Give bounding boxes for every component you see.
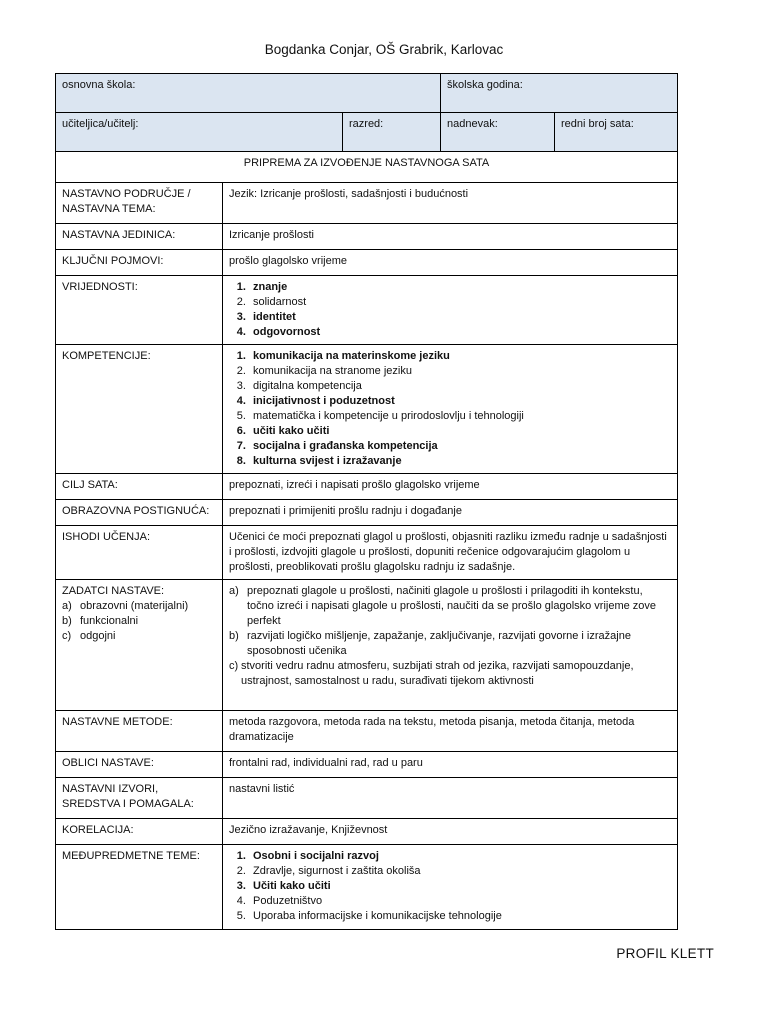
row-ishodi (56, 526, 678, 580)
row-kompetencije (56, 345, 678, 474)
row-cilj (56, 474, 678, 500)
tasks-types-list (62, 599, 216, 644)
row-label: OBLICI NASTAVE: (56, 752, 223, 778)
list-item: 4. odgovornost (249, 325, 671, 340)
row-label: VRIJEDNOSTI: (56, 276, 223, 345)
list-item: c) odgojni (62, 630, 116, 642)
list-item: b) razvijati logičko mišljenje, zapažanje, zaključivanje, razvijati govorne i izražajne sposobnosti učenika (229, 630, 631, 657)
list-item: 3. identitet (249, 310, 671, 325)
school-cell: osnovna škola: (56, 74, 441, 113)
header-row-teacher (56, 113, 678, 152)
list-item: 4. Poduzetništvo (249, 894, 671, 909)
row-value: frontalni rad, individualni rad, rad u paru (223, 752, 678, 778)
lesson-number-cell: redni broj sata: (555, 113, 678, 152)
row-value: Jezik: Izricanje prošlosti, sadašnjosti i budućnosti (223, 183, 678, 224)
row-value (223, 845, 678, 930)
row-label: NASTAVNA JEDINICA: (56, 224, 223, 250)
row-pojmovi (56, 250, 678, 276)
row-value (223, 580, 678, 711)
list-item: 5. matematička i kompetencije u prirodoslovlju i tehnologiji (249, 409, 671, 424)
row-label: NASTAVNI IZVORI, SREDSTVA I POMAGALA: (56, 778, 223, 819)
row-label: MEĐUPREDMETNE TEME: (56, 845, 223, 930)
row-value: prepoznati, izreći i napisati prošlo glagolsko vrijeme (223, 474, 678, 500)
section-title: PRIPREMA ZA IZVOĐENJE NASTAVNOGA SATA (56, 152, 678, 183)
row-postignuca (56, 500, 678, 526)
list-item: 1. komunikacija na materinskome jeziku (249, 349, 671, 364)
row-label: NASTAVNE METODE: (56, 711, 223, 752)
list-item: 7. socijalna i građanska kompetencija (249, 439, 671, 454)
section-title-row (56, 152, 678, 183)
row-label: KORELACIJA: (56, 819, 223, 845)
teacher-cell: učiteljica/učitelj: (56, 113, 343, 152)
tasks-label: ZADATCI NASTAVE: (62, 585, 165, 597)
row-label: NASTAVNO PODRUČJE / NASTAVNA TEMA: (56, 183, 223, 224)
row-jedinica (56, 224, 678, 250)
row-vrijednosti (56, 276, 678, 345)
values-list (229, 280, 671, 340)
list-item: 1. Osobni i socijalni razvoj (249, 849, 671, 864)
row-label: KLJUČNI POJMOVI: (56, 250, 223, 276)
list-item: c) stvoriti vedru radnu atmosferu, suzbijati strah od jezika, razvijati samopouzdanje, ustrajnost, samostalnost u radu, surađivati tijekom aktivnosti (229, 660, 634, 687)
tasks-list (229, 584, 671, 689)
row-value: prošlo glagolsko vrijeme (223, 250, 678, 276)
lesson-plan-table (55, 73, 678, 930)
row-label: OBRAZOVNA POSTIGNUĆA: (56, 500, 223, 526)
row-value: Jezično izražavanje, Književnost (223, 819, 678, 845)
list-item: a) prepoznati glagole u prošlosti, načiniti glagole u prošlosti i prilagoditi ih kontekstu, točno izreći i napisati glagole u prošlosti, naučiti da se prošlo glagolsko vrijeme zove perfekt (229, 585, 657, 627)
list-item: 4. inicijativnost i poduzetnost (249, 394, 671, 409)
row-metode (56, 711, 678, 752)
date-cell: nadnevak: (441, 113, 555, 152)
row-value: prepoznati i primijeniti prošlu radnju i događanje (223, 500, 678, 526)
list-item: 3. digitalna kompetencija (249, 379, 671, 394)
row-value (223, 345, 678, 474)
row-zadatci (56, 580, 678, 711)
list-item: 6. učiti kako učiti (249, 424, 671, 439)
row-label (56, 580, 223, 711)
list-item: b) funkcionalni (62, 615, 139, 627)
grade-cell: razred: (343, 113, 441, 152)
row-label: ISHODI UČENJA: (56, 526, 223, 580)
row-value: nastavni listić (223, 778, 678, 819)
row-oblici (56, 752, 678, 778)
cross-curricular-list (229, 849, 671, 924)
row-value (223, 276, 678, 345)
row-value: Izricanje prošlosti (223, 224, 678, 250)
list-item: 1. znanje (249, 280, 671, 295)
list-item: 2. komunikacija na stranome jeziku (249, 364, 671, 379)
row-label: KOMPETENCIJE: (56, 345, 223, 474)
competencies-list (229, 349, 671, 469)
list-item: 5. Uporaba informacijske i komunikacijske tehnologije (249, 909, 671, 924)
page-title: Bogdanka Conjar, OŠ Grabrik, Karlovac (264, 42, 504, 57)
list-item: 3. Učiti kako učiti (249, 879, 671, 894)
row-korelacija (56, 819, 678, 845)
school-year-cell: školska godina: (441, 74, 678, 113)
list-item: 2. solidarnost (249, 295, 671, 310)
publisher-footer: PROFIL KLETT (616, 946, 714, 961)
row-value: metoda razgovora, metoda rada na tekstu, metoda pisanja, metoda čitanja, metoda dramatizacije (223, 711, 678, 752)
row-label: CILJ SATA: (56, 474, 223, 500)
row-teme (56, 845, 678, 930)
header-row-school (56, 74, 678, 113)
row-izvori (56, 778, 678, 819)
list-item: a) obrazovni (materijalni) (62, 600, 189, 612)
list-item: 2. Zdravlje, sigurnost i zaštita okoliša (249, 864, 671, 879)
row-value: Učenici će moći prepoznati glagol u prošlosti, objasniti razliku između radnje u sadašnjosti i prošlosti, izdvojiti glagole u prošlosti, dopuniti rečenice odgovarajućim glagolom u prošlosti, preoblikovati prošlu glagolsku radnju iz sadašnje. (223, 526, 678, 580)
list-item: 8. kulturna svijest i izražavanje (249, 454, 671, 469)
row-podrucje (56, 183, 678, 224)
